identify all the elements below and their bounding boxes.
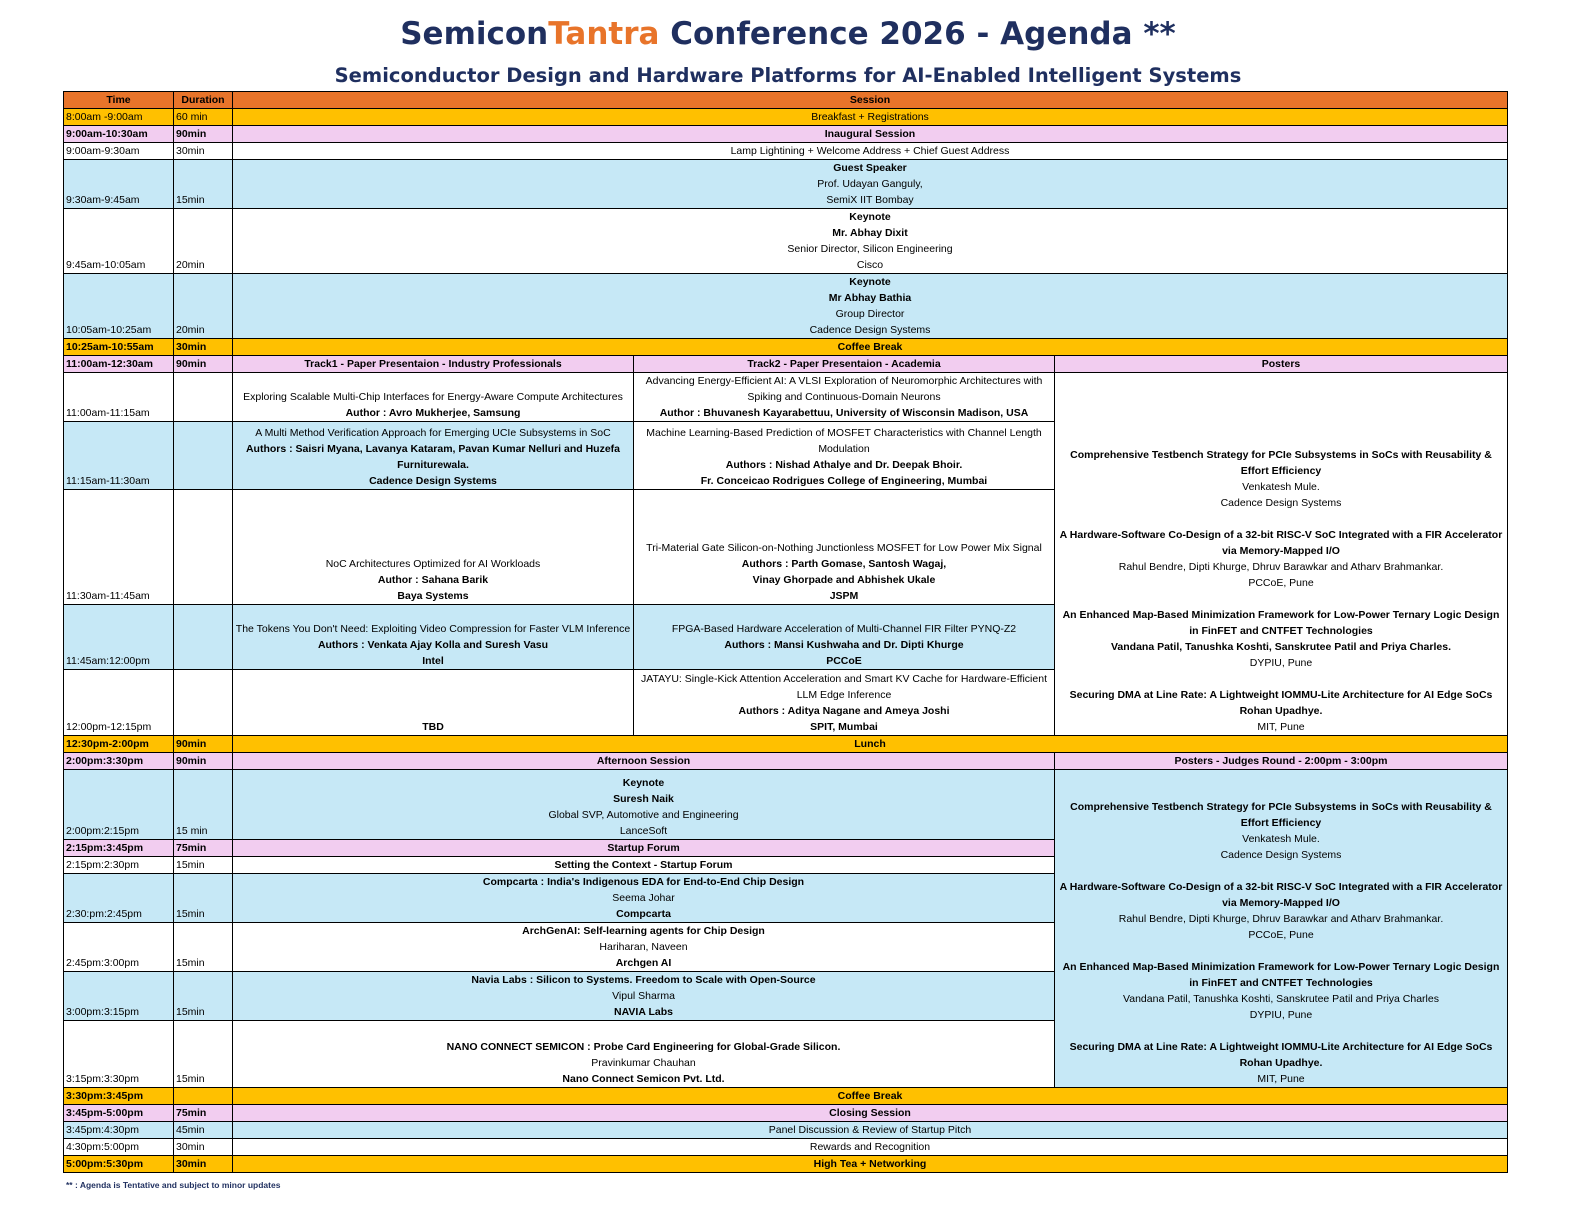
time-cell: 2:00pm:2:15pm [64,770,174,840]
speaker-name: Pravinkumar Chauhan [591,1057,696,1069]
speaker-name: Prof. Udayan Ganguly, [817,178,923,190]
duration-cell: 15min [174,923,233,972]
posters-judges-header: Posters - Judges Round - 2:00pm - 3:00pm [1055,753,1508,770]
track2-paper [634,373,1055,422]
speaker-org: NAVIA Labs [614,1006,673,1018]
duration-cell: 30min [174,1139,233,1156]
duration-cell: 90min [174,126,233,143]
paper-title: The Tokens You Don't Need: Exploiting Video Compression for Faster VLM Inference [235,623,631,635]
session-cell: Rewards and Recognition [233,1139,1508,1156]
speaker-org: Archgen AI [615,957,672,969]
speaker-org: Cisco [856,259,884,271]
paper-org: SPIT, Mumbai [810,721,878,733]
session-cell: Afternoon Session [233,753,1055,770]
table-row [64,160,1508,209]
time-cell: 9:00am-10:30am [64,126,174,143]
startup-title: NANO CONNECT SEMICON : Probe Card Engineering for Global-Grade Silicon. [446,1041,841,1053]
table-row [64,109,1508,126]
time-cell: 5:00pm:5:30pm [64,1156,174,1173]
poster-org: DYPIU, Pune [1249,1009,1313,1021]
title-part-1: Semicon [400,16,549,52]
speaker-org: LanceSoft [619,825,668,837]
startup-title: ArchGenAI: Self-learning agents for Chip Design [522,925,765,937]
paper-authors: Author : Sahana Barik [377,574,489,586]
footnote: ** : Agenda is Tentative and subject to minor updates [66,1180,281,1190]
poster-title: Comprehensive Testbench Strategy for PCIe Subsystems in SoCs with Reusability & Effort Efficiency [1070,449,1492,477]
time-cell: 12:30pm-2:00pm [64,736,174,753]
speaker-org: Cadence Design Systems [809,324,931,336]
poster-title: Comprehensive Testbench Strategy for PCIe Subsystems in SoCs with Reusability & Effort Efficiency [1070,801,1492,829]
session-cell [233,923,1055,972]
table-row [64,770,1508,840]
duration-cell: 15min [174,1021,233,1088]
duration-cell [174,605,233,670]
duration-cell [174,490,233,605]
paper-title: Advancing Energy-Efficient AI: A VLSI Exploration of Neuromorphic Architectures with Spiking and Continuous-Domain Neurons [645,375,1043,403]
duration-cell: 15min [174,972,233,1021]
time-cell: 9:30am-9:45am [64,160,174,209]
paper-title: Tri-Material Gate Silicon-on-Nothing Junctionless MOSFET for Low Power Mix Signal [646,542,1042,554]
time-cell: 2:45pm:3:00pm [64,923,174,972]
speaker-role: Senior Director, Silicon Engineering [787,243,953,255]
poster-title: A Hardware-Software Co-Design of a 32-bit RISC-V SoC Integrated with a FIR Accelerator via Memory-Mapped I/O [1059,529,1503,557]
duration-cell: 20min [174,274,233,339]
speaker-role: Global SVP, Automotive and Engineering [548,809,739,821]
poster-org: DYPIU, Pune [1249,657,1313,669]
track2-paper [634,670,1055,736]
time-cell: 9:00am-9:30am [64,143,174,160]
duration-cell: 60 min [174,109,233,126]
poster-org: Cadence Design Systems [1220,497,1342,509]
poster-org: MIT, Pune [1257,1073,1305,1085]
poster-title: An Enhanced Map-Based Minimization Framework for Low-Power Ternary Logic Design in FinFET and CNTFET Technologies [1062,609,1500,637]
paper-authors: Authors : Saisri Myana, Lavanya Kataram, Pavan Kumar Nelluri and Huzefa Furniturewala. [245,443,621,471]
paper-org: JSPM [829,590,859,602]
duration-cell: 20min [174,209,233,274]
track2-paper [634,490,1055,605]
time-cell: 10:25am-10:55am [64,339,174,356]
time-cell: 8:00am -9:00am [64,109,174,126]
duration-cell: 15min [174,857,233,874]
time-cell: 2:30:pm:2:45pm [64,874,174,923]
paper-title: A Multi Method Verification Approach for Emerging UCIe Subsystems in SoC [255,427,611,439]
table-header-row [64,92,1508,109]
poster-authors: Rahul Bendre, Dipti Khurge, Dhruv Barawkar and Atharv Brahmankar. [1118,913,1444,925]
track1-paper [233,373,634,422]
posters-cell [1055,373,1508,736]
session-cell [233,160,1508,209]
track2-paper [634,605,1055,670]
agenda-table [63,91,1508,1173]
posters-header: Posters [1055,356,1508,373]
session-cell: Coffee Break [233,339,1508,356]
duration-cell: 30min [174,339,233,356]
session-cell [233,874,1055,923]
title-part-2: Tantra [548,16,660,52]
session-type: Keynote [849,276,891,288]
paper-authors: Authors : Parth Gomase, Santosh Wagaj, [741,558,947,570]
session-cell: Lunch [233,736,1508,753]
duration-cell [174,670,233,736]
session-cell [233,274,1508,339]
table-row [64,274,1508,339]
session-cell: Lamp Lightining + Welcome Address + Chief Guest Address [233,143,1508,160]
track2-header: Track2 - Paper Presentaion - Academia [634,356,1055,373]
track1-paper [233,490,634,605]
time-cell: 11:00am-12:30am [64,356,174,373]
paper-authors-cont: Vinay Ghorpade and Abhishek Ukale [752,574,936,586]
paper-authors: Author : Bhuvanesh Kayarabettuu, University of Wisconsin Madison, USA [659,407,1029,419]
paper-title: Machine Learning-Based Prediction of MOSFET Characteristics with Channel Length Modulation [646,427,1042,455]
table-row [64,209,1508,274]
table-row [64,1088,1508,1105]
col-header-session: Session [233,92,1508,109]
duration-cell [174,373,233,422]
session-cell [233,1021,1055,1088]
speaker-name: Mr Abhay Bathia [828,292,912,304]
track1-header: Track1 - Paper Presentaion - Industry Professionals [233,356,634,373]
poster-authors: Venkatesh Mule. [1242,833,1320,845]
time-cell: 11:30am-11:45am [64,490,174,605]
session-type: Keynote [622,777,665,789]
track2-paper [634,422,1055,490]
posters-judges-cell [1055,770,1508,1088]
duration-cell: 90min [174,356,233,373]
startup-title: Navia Labs : Silicon to Systems. Freedom to Scale with Open-Source [471,974,816,986]
poster-title: A Hardware-Software Co-Design of a 32-bit RISC-V SoC Integrated with a FIR Accelerator via Memory-Mapped I/O [1059,881,1503,909]
session-cell: Coffee Break [233,1088,1508,1105]
paper-org: PCCoE [826,655,862,667]
paper-org: Baya Systems [397,590,469,602]
session-cell: Setting the Context - Startup Forum [233,857,1055,874]
duration-cell: 90min [174,753,233,770]
paper-title: Exploring Scalable Multi-Chip Interfaces for Energy-Aware Compute Architectures [243,391,623,403]
paper-authors: Author : Avro Mukherjee, Samsung [345,407,521,419]
duration-cell [174,1088,233,1105]
paper-title: JATAYU: Single-Kick Attention Acceleration and Smart KV Cache for Hardware-Efficient LLM Edge Inference [641,673,1047,701]
time-cell: 11:15am-11:30am [64,422,174,490]
table-row [64,339,1508,356]
session-type: Keynote [849,211,891,223]
title-part-3: Conference 2026 - Agenda ** [659,16,1176,52]
poster-authors: Rohan Upadhye. [1239,705,1323,717]
page-subtitle: Semiconductor Design and Hardware Platforms for AI-Enabled Intelligent Systems [334,64,1242,87]
time-cell: 3:45pm-5:00pm [64,1105,174,1122]
time-cell: 11:45am:12:00pm [64,605,174,670]
track1-paper [233,605,634,670]
session-cell [233,770,1055,840]
paper-authors: Authors : Nishad Athalye and Dr. Deepak Bhoir. [725,459,963,471]
table-row [64,736,1508,753]
time-cell: 3:30pm:3:45pm [64,1088,174,1105]
session-cell: High Tea + Networking [233,1156,1508,1173]
speaker-name: Suresh Naik [613,793,674,805]
duration-cell: 30min [174,143,233,160]
paper-title: FPGA-Based Hardware Acceleration of Multi-Channel FIR Filter PYNQ-Z2 [671,623,1017,635]
speaker-org: Compcarta [616,908,671,920]
poster-authors: Vandana Patil, Tanushka Koshti, Sanskrutee Patil and Priya Charles. [1110,641,1451,653]
speaker-role: Group Director [835,308,905,320]
table-row [64,1156,1508,1173]
duration-cell: 15 min [174,770,233,840]
poster-org: Cadence Design Systems [1220,849,1342,861]
col-header-duration: Duration [174,92,233,109]
session-cell [233,972,1055,1021]
poster-title: Securing DMA at Line Rate: A Lightweight IOMMU-Lite Architecture for AI Edge SoCs [1069,1041,1493,1053]
poster-title: An Enhanced Map-Based Minimization Framework for Low-Power Ternary Logic Design in FinFET and CNTFET Technologies [1062,961,1500,989]
table-row [64,753,1508,770]
poster-authors: Vandana Patil, Tanushka Koshti, Sanskrutee Patil and Priya Charles [1123,993,1439,1005]
duration-cell: 90min [174,736,233,753]
poster-authors: Rohan Upadhye. [1239,1057,1323,1069]
session-cell: Startup Forum [233,840,1055,857]
table-row [64,373,1508,422]
time-cell: 2:15pm:2:30pm [64,857,174,874]
poster-org: PCCoE, Pune [1248,577,1314,589]
session-cell: Panel Discussion & Review of Startup Pitch [233,1122,1508,1139]
poster-title: Securing DMA at Line Rate: A Lightweight IOMMU-Lite Architecture for AI Edge SoCs [1069,689,1493,701]
table-row [64,1105,1508,1122]
speaker-name: Mr. Abhay Dixit [832,227,908,239]
session-cell: Inaugural Session [233,126,1508,143]
startup-title: Compcarta : India's Indigenous EDA for End-to-End Chip Design [482,876,805,888]
table-row [64,356,1508,373]
speaker-name: Seema Johar [612,892,675,904]
time-cell: 11:00am-11:15am [64,373,174,422]
paper-org: Intel [422,655,444,667]
paper-authors: Authors : Mansi Kushwaha and Dr. Dipti Khurge [724,639,964,651]
page-title [0,16,1576,52]
session-cell: Closing Session [233,1105,1508,1122]
duration-cell: 75min [174,840,233,857]
session-cell [233,209,1508,274]
col-header-time: Time [64,92,174,109]
track1-paper: TBD [233,670,634,736]
session-cell: Breakfast + Registrations [233,109,1508,126]
time-cell: 12:00pm-12:15pm [64,670,174,736]
duration-cell: 15min [174,160,233,209]
time-cell: 9:45am-10:05am [64,209,174,274]
time-cell: 3:15pm:3:30pm [64,1021,174,1088]
speaker-org: SemiX IIT Bombay [826,194,914,206]
time-cell: 3:45pm:4:30pm [64,1122,174,1139]
speaker-org: Nano Connect Semicon Pvt. Ltd. [562,1073,725,1085]
time-cell: 2:15pm:3:45pm [64,840,174,857]
paper-authors: Authors : Venkata Ajay Kolla and Suresh Vasu [317,639,549,651]
paper-org: Cadence Design Systems [369,475,497,487]
time-cell: 10:05am-10:25am [64,274,174,339]
poster-org: MIT, Pune [1257,721,1305,733]
time-cell: 4:30pm:5:00pm [64,1139,174,1156]
paper-org: Fr. Conceicao Rodrigues College of Engineering, Mumbai [700,475,988,487]
time-cell: 2:00pm:3:30pm [64,753,174,770]
duration-cell: 30min [174,1156,233,1173]
paper-authors: Authors : Aditya Nagane and Ameya Joshi [738,705,950,717]
time-cell: 3:00pm:3:15pm [64,972,174,1021]
poster-org: PCCoE, Pune [1248,929,1314,941]
duration-cell: 15min [174,874,233,923]
track1-paper [233,422,634,490]
duration-cell: 75min [174,1105,233,1122]
speaker-name: Vipul Sharma [612,990,675,1002]
duration-cell [174,422,233,490]
table-row [64,126,1508,143]
session-type: Guest Speaker [833,162,907,174]
speaker-name: Hariharan, Naveen [599,941,688,953]
paper-title: NoC Architectures Optimized for AI Workloads [325,558,541,570]
poster-authors: Venkatesh Mule. [1242,481,1320,493]
table-row [64,1139,1508,1156]
poster-authors: Rahul Bendre, Dipti Khurge, Dhruv Barawkar and Atharv Brahmankar. [1118,561,1444,573]
duration-cell: 45min [174,1122,233,1139]
table-row [64,1122,1508,1139]
table-row [64,143,1508,160]
